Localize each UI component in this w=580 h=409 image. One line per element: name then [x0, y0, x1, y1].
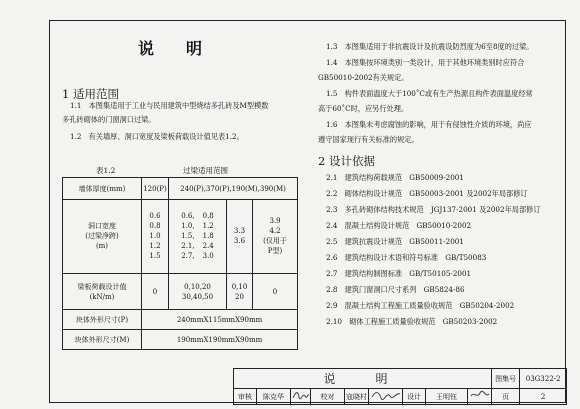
para-1-2: 1.2 有关墙厚、洞口宽度及梁板荷载设计值见表1.2。 — [70, 132, 244, 141]
para-1-6-line-1: 1.6 本图集未考虑腐蚀的影响，用于有侵蚀性介质的环境，尚应 — [326, 120, 532, 129]
load-label: 梁板荷载设计值 — [77, 282, 127, 291]
table-value: P型) — [267, 247, 283, 256]
document-title: 说 明 — [138, 39, 211, 58]
reference-item: 2.9 混凝土结构工程施工质量验收规范 GB50204-2002 — [326, 301, 515, 310]
table-value: 0.8 — [149, 222, 161, 231]
check-label: 校对 — [311, 389, 345, 405]
reference-item: 2.5 建筑抗震设计规范 GB50011-2001 — [326, 237, 464, 246]
para-1-1-line-1: 1.1 本图集适用于工业与民用建筑中型烧结多孔砖及M型模数 — [70, 101, 269, 110]
section-2-heading: 2 设计依据 — [318, 154, 375, 168]
opening-mid-cell — [169, 200, 227, 274]
checker-signature — [369, 389, 403, 405]
block-size-p-value: 240mmX115mmX90mm — [142, 310, 298, 330]
opening-width-unit: (m) — [95, 242, 109, 251]
load-c-cell — [227, 273, 253, 309]
reference-item: 2.2 砌体结构设计规范 GB50003-2001 及2002年局部修订 — [326, 189, 528, 198]
reference-item: 2.7 建筑结构制图标准 GB/T50105-2001 — [326, 269, 472, 278]
designer-signature — [468, 389, 492, 405]
opening-c-cell — [227, 200, 253, 274]
block-size-m-label: 块体外形尺寸(M) — [63, 330, 142, 350]
table-value: 3.9 — [269, 217, 281, 226]
table-value: 30,40,50 — [181, 292, 214, 301]
atlas-no: 03G322-2 — [520, 369, 567, 389]
para-1-1-line-2: 多孔砖砌体的门窗洞口过梁。 — [62, 115, 156, 124]
title-block-title: 说 明 — [234, 369, 492, 389]
load-120: 0 — [142, 273, 169, 309]
wall-col-120: 120(P) — [142, 178, 169, 200]
reference-item: 2.10 砌体工程施工质量验收规范 GB50203-2002 — [326, 317, 498, 326]
table-value: 0.6, — [181, 212, 195, 221]
table-value: 0.8 — [202, 212, 214, 221]
title-block — [233, 368, 567, 405]
reviewer-signature — [291, 389, 311, 405]
load-d: 0 — [253, 273, 298, 309]
reference-item: 2.6 建筑结构设计术语和符号标准 GB/T50083 — [326, 253, 487, 262]
para-1-4-line-2: GB50010-2002有关规定。 — [318, 73, 409, 82]
checker-name: 寇晓村 — [345, 389, 369, 405]
table-value: 0,10 — [231, 282, 248, 291]
atlas-no-label: 图集号 — [492, 369, 520, 389]
reference-item: 2.8 建筑门窗洞口尺寸系列 GB5824-86 — [326, 285, 465, 294]
table-value: 2.1, — [181, 242, 195, 251]
load-mid-cell — [169, 273, 227, 309]
signature-mark — [371, 389, 401, 401]
wall-col-others: 240(P),370(P),190(M),390(M) — [169, 178, 298, 200]
review-label: 审核 — [234, 389, 257, 405]
para-1-3: 1.3 本图集适用于非抗震设计及抗震设防烈度为6至8度的过梁。 — [326, 42, 534, 51]
opening-width-label-cell — [63, 200, 142, 274]
table-header: 过梁适用范围 — [183, 166, 228, 175]
reviewer-name: 陈克华 — [257, 389, 291, 405]
reference-item: 2.4 混凝土结构设计规范 GB50010-2002 — [326, 221, 472, 230]
table-value: 2.4 — [202, 242, 214, 251]
table-value: 1.8 — [202, 232, 214, 241]
table-value: 1.0, — [181, 222, 195, 231]
signature-mark — [470, 389, 490, 401]
opening-120-cell — [142, 200, 169, 274]
wall-thickness-label: 墙体厚度(mm) — [63, 178, 142, 200]
table-value: 0,10,20 — [184, 282, 211, 291]
table-value: 1.5, — [181, 232, 195, 241]
table-value: 0.6 — [149, 212, 161, 221]
table-value: 1.2 — [149, 242, 161, 251]
table-value: 1.2 — [202, 222, 214, 231]
load-unit: (kN/m) — [89, 292, 115, 301]
load-label-cell — [63, 273, 142, 309]
designer-name: 王明钰 — [426, 389, 468, 405]
table-value: 1.0 — [149, 232, 161, 241]
opening-width-sub: (过梁净跨) — [85, 232, 119, 241]
para-1-5-line-1: 1.5 构件表面温度大于100˚C或有生产热源且构件表面温度经常 — [326, 89, 533, 98]
table-value: 20 — [235, 292, 244, 301]
design-label: 设计 — [403, 389, 426, 405]
table-label: 表1.2 — [96, 166, 116, 175]
table-value: 4.2 — [269, 227, 281, 236]
table-value: 2.7, — [181, 252, 195, 261]
para-1-4-line-1: 1.4 本图集按环境类别一类设计，用于其他环境类别时应符合 — [326, 58, 525, 67]
table-value: 1.5 — [149, 252, 161, 261]
block-size-p-label: 块体外形尺寸(P) — [63, 310, 142, 330]
reference-item: 2.1 建筑结构荷载规范 GB50009-2001 — [326, 173, 464, 182]
para-1-5-line-2: 高于60˚C时，应另行处理。 — [318, 104, 409, 113]
table-value: (仅用于 — [263, 237, 287, 246]
reference-item: 2.3 多孔砖砌体结构技术规范 JGJ137-2001 及2002年局部修订 — [326, 205, 541, 214]
page-number: 2 — [520, 389, 567, 405]
signature-mark — [292, 389, 310, 401]
table-value: 3.6 — [233, 237, 246, 246]
opening-width-label: 洞口宽度 — [88, 222, 116, 231]
table-value: 3.3 — [233, 227, 246, 236]
block-size-m-value: 190mmX190mmX90mm — [142, 330, 298, 350]
para-1-6-line-2: 遵守国家现行有关标准的规定。 — [318, 135, 419, 144]
span-range-table — [62, 177, 298, 350]
section-1-heading: 1 适用范围 — [62, 87, 119, 101]
opening-d-cell — [253, 200, 298, 274]
page-label: 页 — [492, 389, 520, 405]
table-value: 3.0 — [202, 252, 214, 261]
